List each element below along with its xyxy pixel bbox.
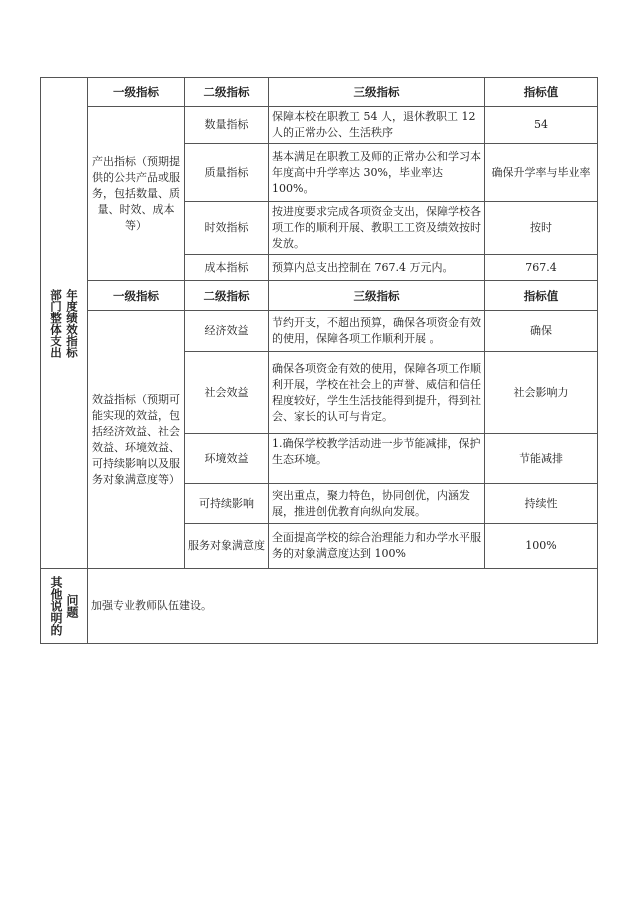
value-cell: 按时: [485, 202, 598, 255]
header-value: 指标值: [485, 78, 598, 107]
table-row: [41, 107, 598, 144]
level3-cell: 基本满足在职教工及师的正常办公和学习本年度高中升学率达 30%，毕业率达 100%。: [269, 144, 485, 202]
other-content: 加强专业教师队伍建设。: [88, 569, 598, 644]
level3-cell: 按进度要求完成各项资金支出，保障学校各项工作的顺利开展、教职工工资及绩效按时发放。: [269, 202, 485, 255]
level2-cell: 数量指标: [185, 107, 269, 144]
level2-cell: 服务对象满意度: [185, 524, 269, 569]
side-label-right: 年度绩效指标: [65, 288, 79, 358]
value-cell: 100%: [485, 524, 598, 569]
level3-cell: 全面提高学校的综合治理能力和办学水平服务的对象满意度达到 100%: [269, 524, 485, 569]
header-level1: 一级指标: [88, 281, 185, 311]
value-cell: 54: [485, 107, 598, 144]
table-row: [41, 311, 598, 352]
level2-cell: 可持续影响: [185, 484, 269, 524]
benefit-level1: 效益指标（预期可能实现的效益，包括经济效益、社会效益、环境效益、可持续影响以及服务对象满意度等）: [88, 311, 185, 569]
value-cell: 持续性: [485, 484, 598, 524]
level3-cell: 保障本校在职教工 54 人，退休教职工 12 人的正常办公、生活秩序: [269, 107, 485, 144]
value-cell: 确保: [485, 311, 598, 352]
other-label: [41, 569, 88, 644]
header-level1: 一级指标: [88, 78, 185, 107]
header-level2: 二级指标: [185, 281, 269, 311]
level3-cell: 1.确保学校教学活动进一步节能减排，保护生态环境。: [269, 434, 485, 484]
header-level3: 三级指标: [269, 78, 485, 107]
level2-cell: 时效指标: [185, 202, 269, 255]
level3-cell: 突出重点，聚力特色，协同创优，内涵发展，推进创优教育向纵向发展。: [269, 484, 485, 524]
side-label: [41, 78, 88, 569]
level2-cell: 经济效益: [185, 311, 269, 352]
side-label-left: 部门整体支出: [49, 288, 63, 358]
output-level1: 产出指标（预期提供的公共产品或服务，包括数量、质量、时效、成本等）: [88, 107, 185, 281]
level3-cell: 预算内总支出控制在 767.4 万元内。: [269, 255, 485, 281]
header-value: 指标值: [485, 281, 598, 311]
level2-cell: 社会效益: [185, 352, 269, 434]
header-level2: 二级指标: [185, 78, 269, 107]
level2-cell: 质量指标: [185, 144, 269, 202]
level2-cell: 成本指标: [185, 255, 269, 281]
level3-cell: 节约开支，不超出预算，确保各项资金有效的使用，保障各项工作顺利开展 。: [269, 311, 485, 352]
other-label-right: 问题: [65, 594, 79, 618]
value-cell: 确保升学率与毕业率: [485, 144, 598, 202]
header-level3: 三级指标: [269, 281, 485, 311]
value-cell: 节能减排: [485, 434, 598, 484]
value-cell: 767.4: [485, 255, 598, 281]
other-label-left: 其他说明的: [49, 576, 63, 636]
value-cell: 社会影响力: [485, 352, 598, 434]
level2-cell: 环境效益: [185, 434, 269, 484]
performance-indicator-table: [40, 77, 598, 644]
other-notes-row: [41, 569, 598, 644]
level3-cell: 确保各项资金有效的使用，保障各项工作顺利开展，学校在社会上的声誉、威信和信任程度较好，学生生活技能得到提升，得到社会、家长的认可与肯定。: [269, 352, 485, 434]
